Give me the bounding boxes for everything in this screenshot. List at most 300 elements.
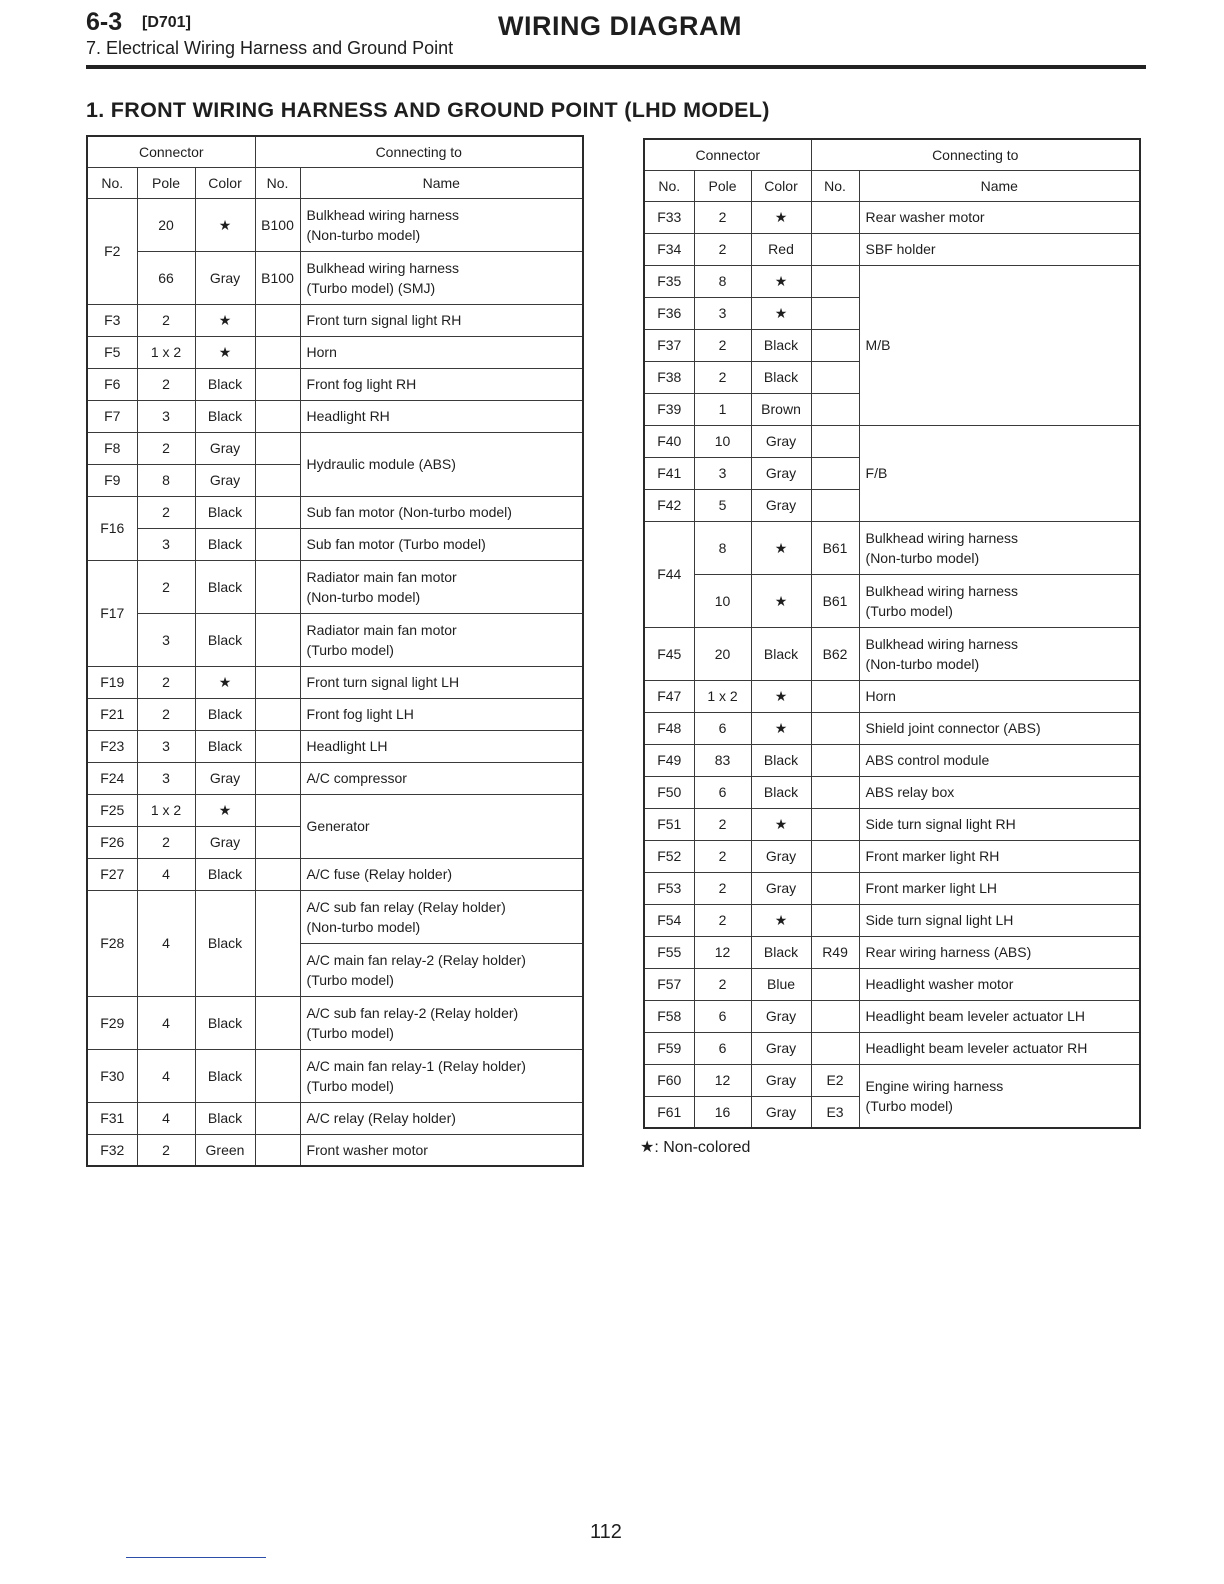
footer-rule [126,1557,266,1558]
color-cell: ★ [751,904,811,936]
connector-no-cell: F17 [87,560,137,666]
color-cell: ★ [751,680,811,712]
table-row [87,400,583,432]
connecting-name-cell: Bulkhead wiring harness (Non-turbo model) [300,198,583,251]
table-row [644,872,1140,904]
pole-cell: 6 [694,712,751,744]
connecting-name-cell: A/C relay (Relay holder) [300,1102,583,1134]
connector-no-cell: F33 [644,201,694,233]
pole-cell: 3 [137,613,195,666]
connecting-no-cell [255,698,300,730]
connecting-no-cell [811,840,859,872]
pole-cell: 4 [137,996,195,1049]
pole-cell: 8 [694,521,751,574]
connecting-name-cell: Headlight beam leveler actuator RH [859,1032,1140,1064]
color-cell: Black [751,744,811,776]
connecting-no-cell [255,304,300,336]
connecting-no-cell [255,432,300,464]
pole-cell: 20 [137,198,195,251]
connector-no-cell: F60 [644,1064,694,1096]
connecting-no-cell [255,560,300,613]
page-number: 112 [590,1521,622,1543]
connecting-no-cell [811,297,859,329]
pole-cell: 2 [694,808,751,840]
table-row [644,936,1140,968]
connecting-name-cell: ABS control module [859,744,1140,776]
color-cell: Black [195,400,255,432]
pole-cell: 1 x 2 [137,336,195,368]
section-number: 6-3 [86,8,123,36]
connector-no-cell: F2 [87,198,137,304]
color-cell: Gray [195,826,255,858]
color-cell: Black [195,528,255,560]
color-cell: ★ [195,794,255,826]
connecting-name-cell: Horn [859,680,1140,712]
color-cell: Gray [751,457,811,489]
table-row [644,840,1140,872]
connecting-no-cell [255,794,300,826]
name-header: Name [300,167,583,198]
pole-cell: 2 [137,560,195,613]
pole-cell: 3 [137,528,195,560]
connecting-no-cell [255,464,300,496]
pole-cell: 3 [137,762,195,794]
pole-cell: 3 [694,297,751,329]
connecting-name-cell: Rear wiring harness (ABS) [859,936,1140,968]
connector-no-cell: F24 [87,762,137,794]
connecting-no-cell [811,425,859,457]
connecting-name-cell: Rear washer motor [859,201,1140,233]
connecting-name-cell: Bulkhead wiring harness (Turbo model) [859,574,1140,627]
connecting-no-cell: B61 [811,574,859,627]
connecting-no-cell [255,613,300,666]
pole-cell: 1 x 2 [137,794,195,826]
connector-no-cell: F37 [644,329,694,361]
color-cell: Gray [751,1000,811,1032]
connecting-no-cell [811,744,859,776]
connector-no-cell: F52 [644,840,694,872]
pole-cell: 2 [694,872,751,904]
table-row [87,698,583,730]
connecting-name-cell: Headlight LH [300,730,583,762]
pole-cell: 1 [694,393,751,425]
connecting-name-cell: M/B [859,265,1140,425]
connecting-to-header: Connecting to [811,139,1140,170]
table-row [644,201,1140,233]
connector-no-cell: F32 [87,1134,137,1166]
connecting-name-cell: Radiator main fan motor (Turbo model) [300,613,583,666]
table-row [87,1049,583,1102]
color-cell: Black [195,730,255,762]
pole-cell: 2 [137,666,195,698]
pole-cell: 2 [137,432,195,464]
color-cell: ★ [751,201,811,233]
color-cell: Black [195,1049,255,1102]
table-row [87,432,583,464]
connecting-no-cell [811,1032,859,1064]
connecting-name-cell: Front turn signal light RH [300,304,583,336]
table-row [644,1032,1140,1064]
right-connector-table [643,138,1141,1129]
connecting-no-header: No. [255,167,300,198]
connector-no-cell: F21 [87,698,137,730]
pole-cell: 6 [694,1032,751,1064]
color-header: Color [751,170,811,201]
pole-cell: 2 [694,201,751,233]
table-row [87,1102,583,1134]
pole-cell: 10 [694,574,751,627]
table-row [644,1000,1140,1032]
connecting-name-cell: Front marker light LH [859,872,1140,904]
connecting-no-cell [255,826,300,858]
connecting-name-cell: Sub fan motor (Non-turbo model) [300,496,583,528]
connecting-no-cell: B100 [255,251,300,304]
pole-cell: 2 [137,368,195,400]
connecting-no-cell [811,393,859,425]
color-cell: ★ [751,265,811,297]
table-row [87,730,583,762]
connecting-name-cell: Front washer motor [300,1134,583,1166]
connector-no-cell: F45 [644,627,694,680]
connecting-name-cell: A/C sub fan relay (Relay holder) (Non-turbo model) [300,890,583,943]
table-row [87,198,583,251]
table-row [87,794,583,826]
connecting-to-header: Connecting to [255,136,583,167]
color-cell: ★ [751,712,811,744]
color-cell: Blue [751,968,811,1000]
color-cell: ★ [195,336,255,368]
table-row [644,744,1140,776]
table-row [644,627,1140,680]
connecting-no-cell: B61 [811,521,859,574]
color-cell: Gray [751,1064,811,1096]
no-header: No. [87,167,137,198]
connecting-no-cell [255,858,300,890]
connecting-name-cell: A/C fuse (Relay holder) [300,858,583,890]
connecting-no-cell [811,457,859,489]
connecting-name-cell: A/C sub fan relay-2 (Relay holder) (Turbo model) [300,996,583,1049]
connector-no-cell: F16 [87,496,137,560]
pole-header: Pole [137,167,195,198]
connector-no-cell: F57 [644,968,694,1000]
page-title: WIRING DIAGRAM [498,11,742,41]
table-row [87,858,583,890]
pole-cell: 6 [694,1000,751,1032]
connecting-no-cell [811,680,859,712]
table-row [87,762,583,794]
color-cell: Gray [195,432,255,464]
connector-no-cell: F3 [87,304,137,336]
connector-no-cell: F7 [87,400,137,432]
connecting-no-cell [811,233,859,265]
connector-no-cell: F48 [644,712,694,744]
color-cell: Black [195,996,255,1049]
connector-no-cell: F28 [87,890,137,996]
connecting-no-cell [811,361,859,393]
connector-no-cell: F23 [87,730,137,762]
connector-no-cell: F36 [644,297,694,329]
connecting-no-cell [811,489,859,521]
connecting-no-cell [811,329,859,361]
connecting-no-cell [255,1134,300,1166]
color-cell: Black [195,368,255,400]
pole-cell: 5 [694,489,751,521]
connecting-no-cell [255,1049,300,1102]
connector-no-cell: F9 [87,464,137,496]
color-cell: Black [195,560,255,613]
connector-no-cell: F30 [87,1049,137,1102]
color-cell: Gray [195,762,255,794]
color-cell: Gray [751,1032,811,1064]
connecting-name-cell: F/B [859,425,1140,521]
connecting-no-cell [255,400,300,432]
connecting-name-cell: Headlight beam leveler actuator LH [859,1000,1140,1032]
connecting-no-cell [811,968,859,1000]
table-row [87,528,583,560]
color-cell: Gray [751,489,811,521]
pole-cell: 2 [137,826,195,858]
connecting-name-cell: Front fog light LH [300,698,583,730]
color-cell: Black [195,613,255,666]
pole-cell: 2 [137,496,195,528]
color-cell: Black [751,936,811,968]
color-cell: Gray [195,464,255,496]
non-colored-note: ★: Non-colored [640,1139,751,1156]
pole-cell: 3 [137,400,195,432]
pole-cell: 12 [694,1064,751,1096]
connecting-name-cell: Engine wiring harness (Turbo model) [859,1064,1140,1128]
connector-no-cell: F61 [644,1096,694,1128]
connecting-name-cell: Generator [300,794,583,858]
connecting-no-cell: B100 [255,198,300,251]
table-row [644,776,1140,808]
connecting-no-cell [255,730,300,762]
pole-cell: 83 [694,744,751,776]
pole-cell: 2 [137,1134,195,1166]
color-cell: Brown [751,393,811,425]
connector-no-cell: F49 [644,744,694,776]
pole-cell: 8 [694,265,751,297]
connecting-name-cell: Front fog light RH [300,368,583,400]
table-row [87,251,583,304]
table-row [87,336,583,368]
connecting-name-cell: Bulkhead wiring harness (Non-turbo model) [859,627,1140,680]
color-cell: Gray [751,425,811,457]
color-cell: Black [751,627,811,680]
name-header: Name [859,170,1140,201]
connecting-name-cell: Headlight RH [300,400,583,432]
pole-cell: 66 [137,251,195,304]
pole-header: Pole [694,170,751,201]
connecting-no-cell: R49 [811,936,859,968]
table-row [644,968,1140,1000]
section-heading: 1. FRONT WIRING HARNESS AND GROUND POINT (LHD MODEL) [86,98,770,122]
connecting-name-cell: Front marker light RH [859,840,1140,872]
page-subtitle: 7. Electrical Wiring Harness and Ground Point [86,38,454,58]
pole-cell: 2 [694,904,751,936]
connecting-name-cell: Front turn signal light LH [300,666,583,698]
table-row [644,265,1140,297]
connecting-name-cell: A/C main fan relay-1 (Relay holder) (Turbo model) [300,1049,583,1102]
connector-no-cell: F44 [644,521,694,627]
connector-no-cell: F31 [87,1102,137,1134]
connector-header: Connector [644,139,811,170]
color-cell: ★ [751,521,811,574]
color-cell: Black [195,496,255,528]
connecting-no-cell [811,712,859,744]
color-cell: ★ [195,198,255,251]
color-cell: Red [751,233,811,265]
pole-cell: 1 x 2 [694,680,751,712]
pole-cell: 3 [694,457,751,489]
color-cell: Black [751,776,811,808]
connecting-no-cell [255,368,300,400]
pole-cell: 10 [694,425,751,457]
connecting-name-cell: Bulkhead wiring harness (Non-turbo model) [859,521,1140,574]
table-row [644,808,1140,840]
pole-cell: 4 [137,858,195,890]
table-row [644,712,1140,744]
connector-no-cell: F39 [644,393,694,425]
color-header: Color [195,167,255,198]
connector-no-cell: F8 [87,432,137,464]
right-table-body [644,201,1140,1128]
connector-no-cell: F58 [644,1000,694,1032]
pole-cell: 3 [137,730,195,762]
connecting-no-cell: E3 [811,1096,859,1128]
color-cell: Black [195,858,255,890]
connecting-no-cell [255,890,300,996]
color-cell: ★ [195,304,255,336]
connecting-no-cell [255,336,300,368]
connecting-no-cell [811,1000,859,1032]
table-row [644,574,1140,627]
table-row [644,425,1140,457]
pole-cell: 4 [137,1102,195,1134]
connector-no-cell: F35 [644,265,694,297]
connecting-name-cell: Side turn signal light LH [859,904,1140,936]
connector-no-cell: F34 [644,233,694,265]
connecting-no-cell [811,265,859,297]
table-row [87,666,583,698]
table-row [87,996,583,1049]
connector-no-cell: F41 [644,457,694,489]
connecting-no-cell [811,904,859,936]
color-cell: Black [195,1102,255,1134]
color-cell: Black [195,890,255,996]
connector-no-cell: F38 [644,361,694,393]
no-header: No. [644,170,694,201]
pole-cell: 6 [694,776,751,808]
connecting-name-cell: Hydraulic module (ABS) [300,432,583,496]
table-row [87,368,583,400]
color-cell: ★ [751,574,811,627]
connecting-no-header: No. [811,170,859,201]
connector-no-cell: F54 [644,904,694,936]
connector-no-cell: F25 [87,794,137,826]
connector-no-cell: F47 [644,680,694,712]
connecting-name-cell: Shield joint connector (ABS) [859,712,1140,744]
color-cell: Black [195,698,255,730]
pole-cell: 2 [137,698,195,730]
color-cell: Gray [751,840,811,872]
table-row [644,904,1140,936]
page-header [86,8,1146,70]
connecting-no-cell [255,762,300,794]
table-row [87,1134,583,1166]
connecting-name-cell: A/C compressor [300,762,583,794]
connecting-no-cell: B62 [811,627,859,680]
color-cell: Black [751,361,811,393]
color-cell: Green [195,1134,255,1166]
table-row [87,890,583,943]
connector-no-cell: F26 [87,826,137,858]
left-table-body [87,198,583,1166]
connector-no-cell: F59 [644,1032,694,1064]
connecting-no-cell [811,776,859,808]
pole-cell: 4 [137,1049,195,1102]
table-row [644,1064,1140,1096]
connector-no-cell: F53 [644,872,694,904]
connecting-no-cell [811,808,859,840]
connecting-name-cell: Headlight washer motor [859,968,1140,1000]
connector-no-cell: F50 [644,776,694,808]
connector-no-cell: F29 [87,996,137,1049]
connecting-no-cell [255,496,300,528]
connecting-name-cell: Side turn signal light RH [859,808,1140,840]
connecting-name-cell: SBF holder [859,233,1140,265]
connector-no-cell: F51 [644,808,694,840]
table-row [644,680,1140,712]
connecting-no-cell: E2 [811,1064,859,1096]
pole-cell: 20 [694,627,751,680]
table-row [87,613,583,666]
color-cell: ★ [751,808,811,840]
connector-no-cell: F40 [644,425,694,457]
table-row [87,304,583,336]
connecting-name-cell: Sub fan motor (Turbo model) [300,528,583,560]
pole-cell: 12 [694,936,751,968]
pole-cell: 2 [137,304,195,336]
connector-no-cell: F6 [87,368,137,400]
pole-cell: 2 [694,840,751,872]
color-cell: ★ [195,666,255,698]
connector-no-cell: F27 [87,858,137,890]
connector-header: Connector [87,136,255,167]
connecting-no-cell [255,528,300,560]
pole-cell: 2 [694,233,751,265]
connecting-no-cell [255,1102,300,1134]
connecting-no-cell [255,666,300,698]
table-row [644,521,1140,574]
color-cell: Gray [751,872,811,904]
table-row [87,560,583,613]
connecting-no-cell [811,201,859,233]
connector-no-cell: F5 [87,336,137,368]
connector-no-cell: F19 [87,666,137,698]
left-connector-table [86,135,584,1167]
connecting-name-cell: ABS relay box [859,776,1140,808]
connector-no-cell: F55 [644,936,694,968]
color-cell: Gray [195,251,255,304]
color-cell: Black [751,329,811,361]
color-cell: Gray [751,1096,811,1128]
pole-cell: 4 [137,890,195,996]
header-rule [86,65,1146,69]
pole-cell: 16 [694,1096,751,1128]
table-row [87,496,583,528]
connecting-name-cell: Bulkhead wiring harness (Turbo model) (SMJ) [300,251,583,304]
